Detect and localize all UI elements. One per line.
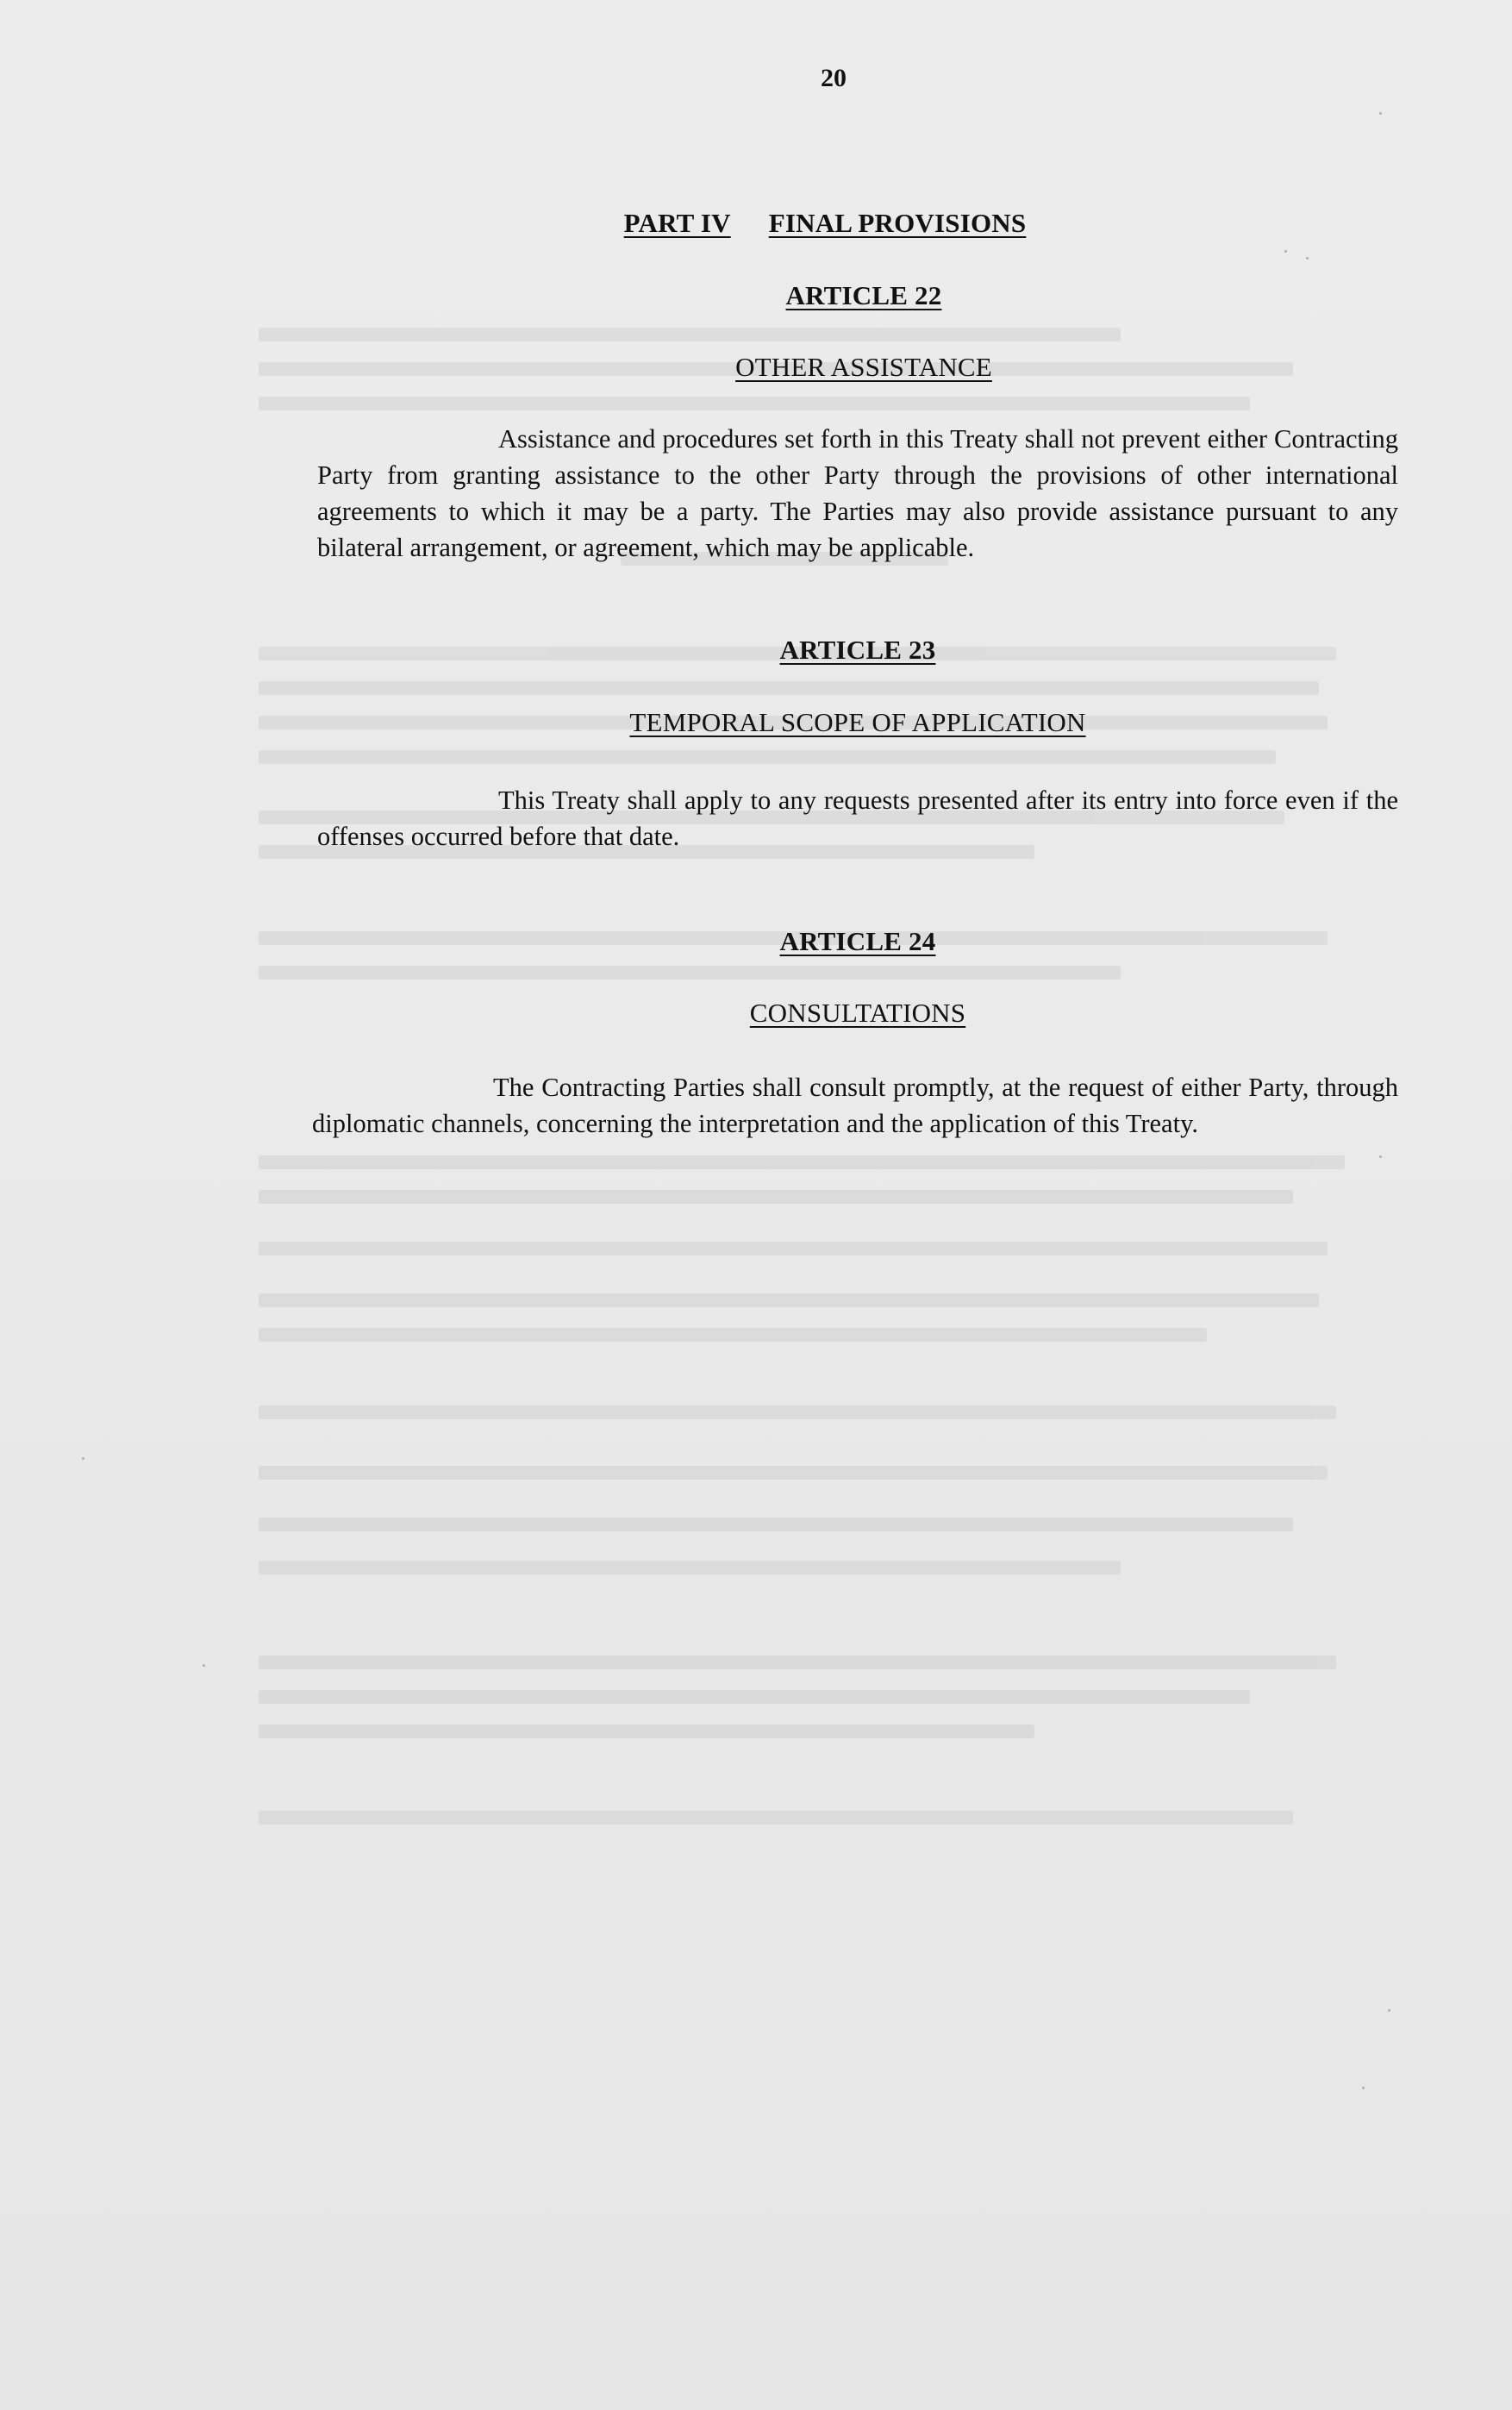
scan-speck xyxy=(203,1664,205,1667)
page-number: 20 xyxy=(821,64,847,92)
part-label: PART IV xyxy=(623,208,731,238)
scan-speck xyxy=(1379,1155,1382,1158)
scan-speck xyxy=(1379,112,1382,115)
scan-speck xyxy=(82,1457,84,1460)
article-23-title: TEMPORAL SCOPE OF APPLICATION xyxy=(629,707,1086,737)
part-heading xyxy=(69,208,1512,239)
article-24-title: CONSULTATIONS xyxy=(749,998,966,1028)
scan-speck xyxy=(1362,2087,1365,2089)
article-23-number: ARTICLE 23 xyxy=(779,635,936,665)
article-22-text: Assistance and procedures set forth in this Treaty shall not prevent either Contracting Party from granting assistance to the other Party through the provisions of other international agreements to which it may be a party. The Parties may also provide assistance pursuant to any bilateral arrangement, or agreement, which may be applicable. xyxy=(317,424,1398,562)
scan-speck xyxy=(1306,257,1309,260)
article-22-number: ARTICLE 22 xyxy=(785,280,942,310)
article-23-text: This Treaty shall apply to any requests presented after its entry into force even if the offenses occurred before that date. xyxy=(317,786,1398,851)
article-22-title: OTHER ASSISTANCE xyxy=(735,352,992,382)
scan-speck xyxy=(1388,2009,1390,2012)
article-24-text: The Contracting Parties shall consult promptly, at the request of either Party, through diplomatic channels, concerning the interpretation and the application of this Treaty. xyxy=(312,1073,1398,1138)
article-24-number: ARTICLE 24 xyxy=(779,926,936,956)
scan-speck xyxy=(1284,250,1287,253)
part-title: FINAL PROVISIONS xyxy=(768,208,1027,238)
